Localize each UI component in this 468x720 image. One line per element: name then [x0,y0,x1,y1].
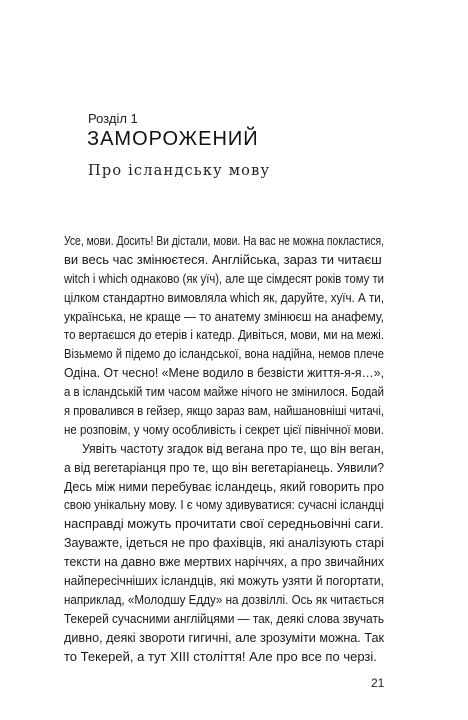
text-line: Усе, мови. Досить! Ви дістали, мови. На вас не можна покластися, [64,233,384,248]
text-line: українська, не краще — то анатему змінюєш на анафему, [64,308,384,324]
text-line: найпересічніших ісландців, які можуть узяти й погортати, [64,573,384,589]
text-line: witch і which однаково (як уїч), але ще сімдесят років тому ти [64,270,384,286]
text-line: а від вегетаріанця про те, що він вегетаріанець. Уявили? [64,459,384,475]
chapter-subtitle: Про ісландську мову [88,163,271,179]
text-line: цілком стандартно вимовляла which як, даруйте, хуїч. А ти, [64,289,384,305]
text-line: а в ісландській тим часом майже нічого не змінилося. Бодай [64,384,384,400]
text-line: то Текерей, а тут XIII століття! Але про все по черзі. [64,648,377,664]
body-text [64,232,384,666]
text-line: Одіна. От чесно! «Мене водило в безвісти життя-я-я…», [64,365,384,381]
text-line: наприклад, «Молодшу Едду» на дозвіллі. Ось як читається [64,591,384,607]
text-line: Візьмемо й підемо до ісландської, вона надійна, немов плече [64,346,384,362]
chapter-label: Розділ 1 [88,111,138,126]
text-line: Текерей сучасними англійцями — так, деякі слова звучать [64,610,384,626]
text-line: ви весь час змінюєтеся. Англійська, зараз ти читаєш [64,251,382,267]
text-line: то вертаєшся до етерів і катедр. Дивіться, мови, ми на межі. [64,327,384,343]
page-number: 21 [371,676,385,690]
text-line: свою унікальну мову. І є чому здивуватися: сучасні ісландці [64,497,384,513]
text-line: я провалився в гейзер, якщо зараз вам, найшановніші читачі, [64,403,384,419]
text-line: не розповім, у чому особливість і секрет цієї північної мови. [64,421,384,437]
text-line: тексти на давно вже мертвих наріччях, а про звичайних [64,554,384,570]
text-line: насправді можуть прочитати свої середньовічні саги. [64,516,384,532]
text-line: дивно, деякі звороти гигичні, але зрозуміти можна. Так [64,629,384,645]
text-line: Десь між ними перебуває ісландець, який говорить про [64,478,384,494]
chapter-title: ЗАМОРОЖЕНИЙ [87,128,259,150]
text-line: Уявіть частоту згадок від вегана про те, що він веган, [82,440,384,456]
text-line: Зауважте, ідеться не про фахівців, які аналізують старі [64,535,384,551]
